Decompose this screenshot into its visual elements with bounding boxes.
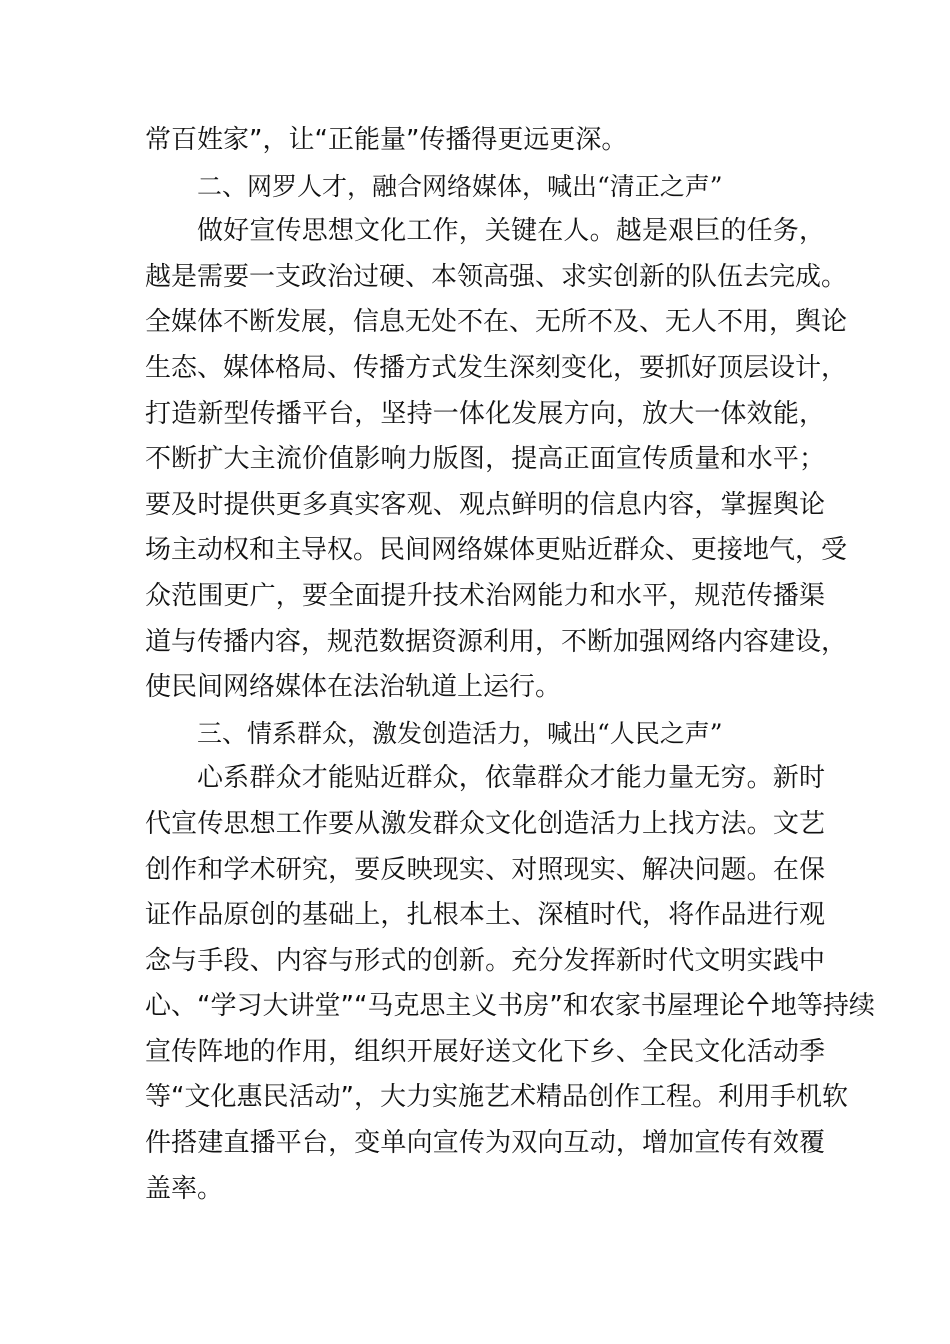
paragraph-line: 全媒体不断发展，信息无处不在、无所不及、无人不用，舆论 xyxy=(145,307,848,338)
paragraph-line: 盖率。 xyxy=(145,1173,224,1204)
paragraph-line: 越是需要一支政治过硬、本领高强、求实创新的队伍去完成。 xyxy=(145,261,848,292)
paragraph-line: 代宣传思想工作要从激发群众文化创造活力上找方法。文艺 xyxy=(145,808,825,839)
paragraph-line: 不断扩大主流价值影响力版图，提高正面宣传质量和水平； xyxy=(145,444,825,475)
document-body xyxy=(145,118,875,1212)
paragraph-line: 使民间网络媒体在法治轨道上运行。 xyxy=(145,672,562,703)
section-heading-3: 三、情系群众，激发创造活力，喊出“人民之声” xyxy=(197,718,723,748)
section-heading-2: 二、网罗人才，融合网络媒体，喊出“清正之声” xyxy=(197,171,723,201)
paragraph-line: 做好宣传思想文化工作，关键在人。越是艰巨的任务， xyxy=(197,216,825,247)
paragraph-line: 心、“学习大讲堂”“马克思主义书房”和农家书屋理论㐃地等持续 xyxy=(145,991,875,1022)
paragraph-line: 等“文化惠民活动”，大力实施艺术精品创作工程。利用手机软 xyxy=(145,1082,848,1113)
paragraph-line: 打造新型传播平台，坚持一体化发展方向，放大一体效能， xyxy=(145,398,825,429)
paragraph-line: 常百姓家”，让“正能量”传播得更远更深。 xyxy=(145,125,628,155)
paragraph-line: 宣传阵地的作用，组织开展好送文化下乡、全民文化活动季 xyxy=(145,1036,825,1067)
paragraph-line: 件搭建直播平台，变单向宣传为双向互动，增加宣传有效覆 xyxy=(145,1128,825,1159)
paragraph-line: 众范围更广，要全面提升技术治网能力和水平，规范传播渠 xyxy=(145,580,825,611)
paragraph-line: 创作和学术研究，要反映现实、对照现实、解决问题。在保 xyxy=(145,854,825,885)
paragraph-line: 场主动权和主导权。民间网络媒体更贴近群众、更接地气，受 xyxy=(145,535,848,566)
paragraph-line: 生态、媒体格局、传播方式发生深刻变化，要抓好顶层设计， xyxy=(145,352,848,383)
paragraph-line: 要及时提供更多真实客观、观点鲜明的信息内容，掌握舆论 xyxy=(145,489,825,520)
paragraph-line: 证作品原创的基础上，扎根本土、深植时代，将作品进行观 xyxy=(145,900,825,931)
paragraph-line: 心系群众才能贴近群众，依靠群众才能力量无穷。新时 xyxy=(197,763,825,794)
paragraph-line: 念与手段、内容与形式的创新。充分发挥新时代文明实践中 xyxy=(145,945,825,976)
paragraph-line: 道与传播内容，规范数据资源利用，不断加强网络内容建设， xyxy=(145,626,848,657)
